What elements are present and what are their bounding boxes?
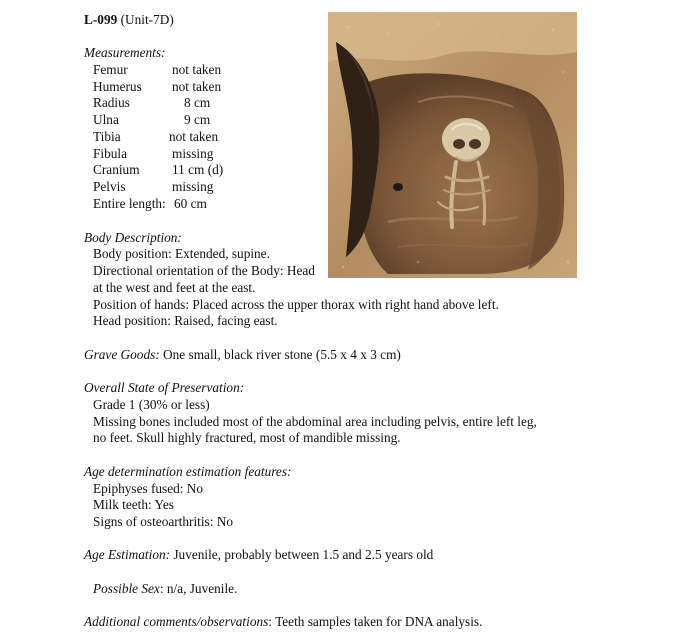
measurement-value: missing — [172, 146, 214, 161]
grave-goods-text: One small, black river stone (5.5 x 4 x 3 cm) — [159, 347, 401, 362]
preservation-heading: Overall State of Preservation: — [84, 380, 245, 395]
additional-comments — [84, 614, 482, 630]
burial-photo — [328, 12, 577, 278]
age-estimation-text: Juvenile, probably between 1.5 and 2.5 years old — [170, 547, 434, 562]
measurement-label: Pelvis — [93, 179, 126, 194]
comments-text: : Teeth samples taken for DNA analysis. — [268, 614, 483, 629]
measurements-heading: Measurements: — [84, 45, 166, 60]
possible-sex-heading: Possible Sex — [93, 581, 160, 596]
possible-sex-text: : n/a, Juvenile. — [159, 581, 238, 596]
measurement-value: 9 cm — [184, 112, 211, 127]
measurement-label: Femur — [93, 62, 128, 77]
body-description-line: Position of hands: Placed across the upper thorax with right hand above left. — [93, 297, 499, 312]
measurement-value: not taken — [172, 62, 222, 77]
preservation-line: Missing bones included most of the abdominal area including pelvis, entire left leg, — [93, 414, 537, 429]
grave-goods-heading: Grave Goods: — [84, 347, 160, 362]
measurement-label: Ulna — [93, 112, 119, 127]
measurement-label: Cranium — [93, 162, 140, 177]
measurement-label: Fibula — [93, 146, 127, 161]
body-description-line: Body position: Extended, supine. — [93, 246, 270, 261]
possible-sex — [93, 581, 237, 597]
grave-goods — [84, 347, 401, 363]
measurement-value: 11 cm (d) — [172, 162, 224, 177]
measurement-value: not taken — [169, 129, 219, 144]
body-description-line: at the west and feet at the east. — [93, 280, 256, 295]
age-estimation — [84, 547, 433, 563]
age-feature-line: Milk teeth: Yes — [93, 497, 174, 512]
body-description-line: Directional orientation of the Body: Head — [93, 263, 315, 278]
preservation-line: no feet. Skull highly fractured, most of mandible missing. — [93, 430, 401, 445]
measurement-label: Humerus — [93, 79, 142, 94]
measurement-value: missing — [172, 179, 214, 194]
age-feature-line: Signs of osteoarthritis: No — [93, 514, 233, 529]
measurement-value: 60 cm — [174, 196, 207, 211]
record-title — [84, 12, 174, 28]
age-feature-line: Epiphyses fused: No — [93, 481, 204, 496]
measurement-value: not taken — [172, 79, 222, 94]
measurement-label: Entire length: — [93, 196, 166, 211]
measurement-label: Tibia — [93, 129, 121, 144]
preservation-line: Grade 1 (30% or less) — [93, 397, 210, 412]
age-features-heading: Age determination estimation features: — [84, 464, 292, 479]
body-description-heading: Body Description: — [84, 230, 182, 245]
age-estimation-heading: Age Estimation: — [84, 547, 171, 562]
record-id: L-099 — [84, 12, 118, 27]
measurement-label: Radius — [93, 95, 130, 110]
body-description-line: Head position: Raised, facing east. — [93, 313, 278, 328]
record-unit: (Unit-7D) — [120, 12, 174, 27]
measurement-value: 8 cm — [184, 95, 211, 110]
comments-heading: Additional comments/observations — [84, 614, 269, 629]
